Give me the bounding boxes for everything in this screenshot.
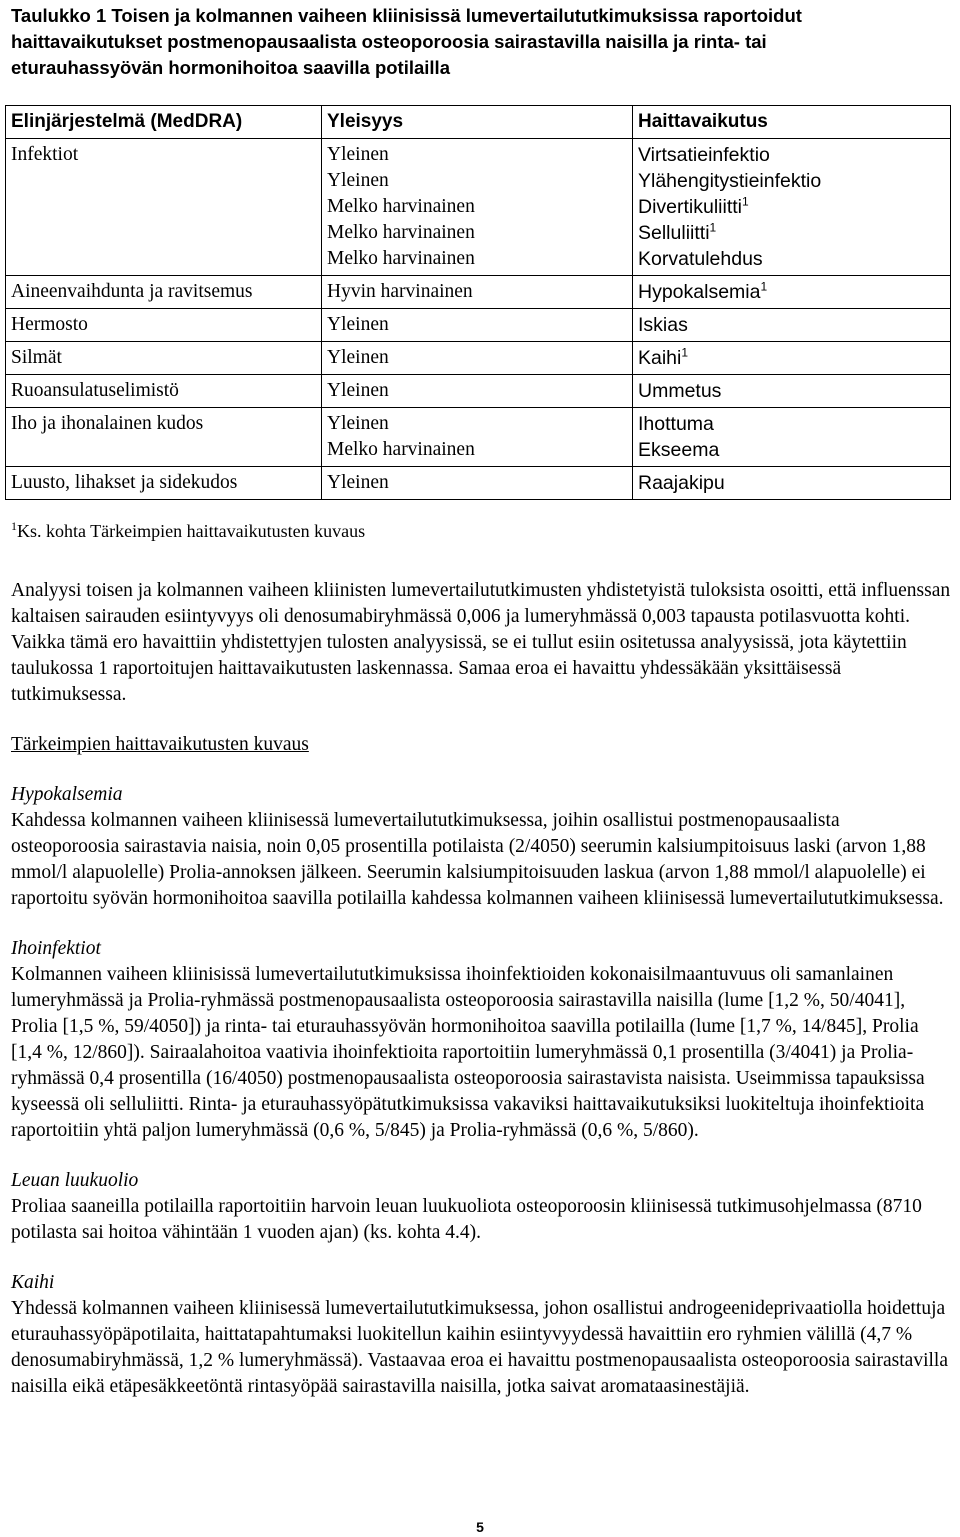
footnote-ref: 1 [681, 345, 689, 360]
cell-frequency [322, 139, 633, 276]
effect-line [638, 470, 945, 496]
footnote-ref: 1 [742, 194, 749, 209]
subheading-hypokalsemia: Hypokalsemia [11, 784, 123, 805]
cell-frequency [322, 375, 633, 408]
cell-effect [633, 467, 951, 500]
effect-line [638, 345, 945, 371]
effect-line [638, 378, 945, 404]
effect-value: Raajakipu [638, 472, 725, 494]
document-page [11, 0, 951, 1400]
cell-system: Aineenvaihdunta ja ravitsemus [6, 276, 322, 309]
table-row [6, 467, 951, 500]
effect-value: Selluliitti [638, 222, 710, 244]
frequency-value: Yleinen [327, 380, 389, 401]
effect-value: Ihottuma [638, 413, 714, 435]
cell-frequency [322, 342, 633, 375]
frequency-value: Hyvin harvinainen [327, 281, 473, 302]
table-row [6, 408, 951, 467]
table-row [6, 375, 951, 408]
effect-line [638, 437, 945, 463]
frequency-value: Yleinen [327, 170, 389, 191]
table-caption [11, 3, 951, 81]
cell-frequency [322, 408, 633, 467]
effect-value: Ekseema [638, 439, 720, 461]
caption-line: Taulukko 1 Toisen ja kolmannen vaiheen kliinisissä lumevertailututkimuksissa raportoidut [11, 5, 802, 26]
table-row [6, 309, 951, 342]
cell-effect [633, 139, 951, 276]
cell-system: Silmät [6, 342, 322, 375]
header-frequency: Yleisyys [322, 106, 633, 139]
effect-line [638, 279, 945, 305]
subheading-ihoinfektiot: Ihoinfektiot [11, 938, 101, 959]
header-system: Elinjärjestelmä (MedDRA) [6, 106, 322, 139]
cell-effect [633, 342, 951, 375]
cell-effect [633, 309, 951, 342]
effect-line [638, 194, 945, 220]
cell-system: Infektiot [6, 139, 322, 276]
table-header-row [6, 106, 951, 139]
cell-frequency [322, 309, 633, 342]
frequency-value: Yleinen [327, 347, 389, 368]
paragraph-influenza-analysis: Analyysi toisen ja kolmannen vaiheen kliinisten lumevertailututkimusten yhdistetyistä tuloksista osoitti, että influenssan kaltaisen sairauden esiintyvyys oli denosumabiryhmässä 0,006 ja lumeryhmässä 0,003 tapausta potilasvuotta kohti. Vaikka tämä ero havaittiin yhdistettyjen tulosten analyysissä, se ei tullut esiin ositetussa analyysissä, jota käytettiin taulukossa 1 raportoitujen haittavaikutusten laskennassa. Samaa eroa ei havaittu yhdessäkään yksittäisessä tutkimuksessa. [11, 580, 951, 705]
adverse-effects-table [5, 105, 951, 500]
cell-effect [633, 276, 951, 309]
subheading-kaihi: Kaihi [11, 1272, 55, 1293]
effect-value: Kaihi [638, 347, 682, 369]
effect-value: Ylähengitystieinfektio [638, 170, 822, 192]
cell-system: Luusto, lihakset ja sidekudos [6, 467, 322, 500]
header-effect: Haittavaikutus [633, 106, 951, 139]
frequency-value: Yleinen [327, 413, 389, 434]
footnote-marker: 1 [11, 519, 17, 533]
paragraph-hypokalsemia: Kahdessa kolmannen vaiheen kliinisessä lumevertailututkimuksessa, joihin osallistui postmenopausaalista osteoporoosia sairastavia naisia, noin 0,05 prosentilla potilaista (2/4050) seerumin kalsiumpitoisuus laski (arvon 1,88 mmol/l alapuolelle) Prolia-annoksen jälkeen. Seerumin kalsiumpitoisuuden laskua (arvon 1,88 mmol/l alapuolelle) ei raportoitu syövän hormonihoitoa saavilla potilailla kahdessa kolmannen vaiheen kliinisessä lumevertailututkimuksessa. [11, 810, 944, 909]
footnote-ref: 1 [760, 279, 768, 294]
effect-value: Virtsatieinfektio [638, 144, 770, 166]
frequency-value: Yleinen [327, 144, 389, 165]
page-number: 5 [476, 1519, 484, 1535]
effect-line [638, 312, 945, 338]
paragraph-kaihi: Yhdessä kolmannen vaiheen kliinisessä lumevertailututkimuksessa, johon osallistui androgeenideprivaatiolla hoidettuja eturauhassyöpäpotilaita, haittatapahtumaksi luokitellun kaihin esiintyvyydessä havaittiin ero ryhmien välillä (4,7 % denosumabiryhmässä, 1,2 % lumeryhmässä). Vastaavaa eroa ei havaittu postmenopausaalista osteoporoosia sairastavilla naisilla eikä etäpesäkkeetöntä rintasyöpää sairastavilla naisilla, jotka saivat aromataasinestäjiä. [11, 1298, 948, 1397]
frequency-value: Melko harvinainen [327, 222, 475, 243]
effect-value: Ummetus [638, 380, 722, 402]
subheading-leuan-luukuolio: Leuan luukuolio [11, 1170, 139, 1191]
caption-line: eturauhassyövän hormonihoitoa saavilla potilailla [11, 57, 450, 78]
effect-line [638, 246, 945, 272]
frequency-value: Yleinen [327, 314, 389, 335]
effect-value: Divertikuliitti [638, 196, 743, 218]
footnote-text: Ks. kohta Tärkeimpien haittavaikutusten kuvaus [17, 521, 366, 541]
paragraph-ihoinfektiot: Kolmannen vaiheen kliinisissä lumevertailututkimuksissa ihoinfektioiden kokonaisilmaantuvuus oli samanlainen lumeryhmässä ja Prolia-ryhmässä postmenopausaalista osteoporoosia sairastavilla naisilla (lume [1,2 %, 50/4041], Prolia [1,5 %, 59/4050]) ja rinta- tai eturauhassyövän hormonihoitoa saavilla potilailla (lume [1,7 %, 14/845], Prolia [1,4 %, 12/860]). Sairaalahoitoa vaativia ihoinfektioita raportoitiin lumeryhmässä 0,1 prosentilla (3/4041) ja Prolia-ryhmässä 0,4 prosentilla (16/4050) postmenopausaalista osteoporoosia sairastavista naisista. Useimmissa tapauksissa kyseessä oli selluliitti. Rinta- ja eturauhassyöpätutkimuksissa vakaviksi haittavaikutuksiksi luokiteltuja ihoinfektioita raportoitiin yhtä paljon lumeryhmässä (0,6 %, 5/845) ja Prolia-ryhmässä (0,6 %, 5/860). [11, 964, 925, 1141]
cell-system: Ruoansulatuselimistö [6, 375, 322, 408]
effect-line [638, 168, 945, 194]
frequency-value: Melko harvinainen [327, 439, 475, 460]
effect-line [638, 411, 945, 437]
cell-system: Iho ja ihonalainen kudos [6, 408, 322, 467]
table-footnote [11, 518, 951, 544]
footnote-ref: 1 [709, 220, 717, 235]
cell-effect [633, 408, 951, 467]
effect-value: Hypokalsemia [638, 281, 761, 303]
cell-frequency [322, 276, 633, 309]
frequency-value: Yleinen [327, 472, 389, 493]
caption-line: haittavaikutukset postmenopausaalista osteoporoosia sairastavilla naisilla ja rinta- tai [11, 31, 767, 52]
paragraph-leuan-luukuolio: Proliaa saaneilla potilailla raportoitiin harvoin leuan luukuoliota osteoporoosin kliinisessä tutkimusohjelmassa (8710 potilasta sai hoitoa vähintään 1 vuoden ajan) (ks. kohta 4.4). [11, 1196, 922, 1243]
effect-line [638, 220, 945, 246]
table-row [6, 276, 951, 309]
frequency-value: Melko harvinainen [327, 196, 475, 217]
frequency-value: Melko harvinainen [327, 248, 475, 269]
table-row [6, 342, 951, 375]
cell-frequency [322, 467, 633, 500]
effect-value: Iskias [638, 314, 688, 336]
effect-value: Korvatulehdus [638, 248, 763, 270]
cell-system: Hermosto [6, 309, 322, 342]
section-heading: Tärkeimpien haittavaikutusten kuvaus [11, 734, 309, 755]
table-row [6, 139, 951, 276]
cell-effect [633, 375, 951, 408]
effect-line [638, 142, 945, 168]
table-body [6, 139, 951, 500]
